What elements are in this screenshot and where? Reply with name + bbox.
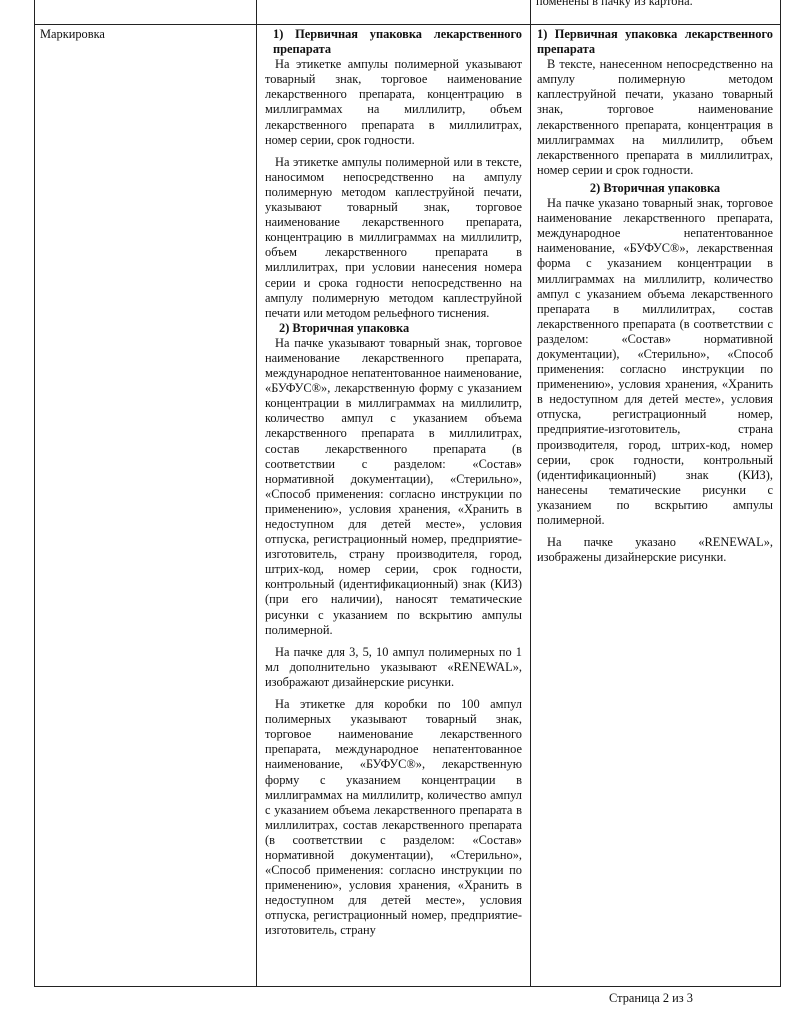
col2-paragraph-2: На этикетке ампулы полимерной или в тексте, наносимом непосредственно на ампулу полимерную методом каплеструйной печати, указывают товарный знак, торговое наименование лекарственного препарата, концентрацию в миллиграммах на миллилитр, объем лекарственного препарата в миллилитрах, при условии нанесения номера серии и срока годности непосредственно на ампулу полимерную методом каплеструйной печати или методом рельефного тиснения.: [265, 154, 522, 320]
col2-paragraph-1: На этикетке ампулы полимерной указывают товарный знак, торговое наименование лекарственного препарата, концентрацию в миллиграммах на миллилитр, объем лекарственного препарата в миллилитрах, номер серии, срок годности.: [265, 57, 522, 147]
col2-cell: [265, 27, 522, 939]
col2-primary-heading: 1) Первичная упаковка лекарственного препарата: [273, 27, 522, 57]
table-divider-2: [530, 0, 531, 987]
table-divider-1: [256, 0, 257, 987]
prev-row-col3: [536, 0, 774, 9]
col3-paragraph-3: На пачке указано «RENEWAL», изображены дизайнерские рисунки.: [537, 535, 773, 565]
row-label-cell: [40, 27, 250, 42]
col2-secondary-heading: 2) Вторичная упаковка: [279, 320, 410, 335]
col3-paragraph-1: В тексте, нанесенном непосредственно на ампулу полимерную методом каплеструйной печати, указано товарный знак, торговое наименование лекарственного препарата, концентрация в миллиграммах на миллилитр, объем лекарственного препарата в миллилитрах, номер серии и срок годности.: [537, 57, 773, 177]
table-border-bottom: [34, 986, 781, 987]
col2-paragraph-3: На пачке указывают товарный знак, торговое наименование лекарственного препарата, международное непатентованное наименование, «БУФУС®», лекарственную форму с указанием концентрации в миллиграммах на миллилитр, количество ампул с указанием объема лекарственного препарата в миллилитрах, состав лекарственного препарата (в соответствии с разделом: «Состав» нормативной документации), «Стерильно», «Способ применения: согласно инструкции по применению», условия хранения, «Хранить в недоступном для детей месте», условия отпуска, регистрационный номер, предприятие-изготовитель, страну производителя, город, штрих-код, номер серии, срок годности, контрольный (идентификационный) знак (КИЗ) (при его наличии), наносят тематические рисунки с указанием по вскрытию ампулы полимерной.: [265, 335, 522, 637]
document-table: [34, 0, 781, 987]
col2-paragraph-5: На этикетке для коробки по 100 ампул полимерных указывают товарный знак, торговое наименование лекарственного препарата, международное непатентованное наименование, «БУФУС®», лекарственную форму с указанием концентрации в миллиграммах на миллилитр, количество ампул с указанием объема лекарственного препарата в миллилитрах, состав лекарственного препарата (в соответствии с разделом: «Состав» нормативной документации), «Стерильно», «Способ применения: согласно инструкции по применению», условия хранения, «Хранить в недоступном для детей месте», условия отпуска, регистрационный номер, предприятие-изготовитель, страну: [265, 697, 522, 938]
table-border-left: [34, 0, 35, 987]
col3-cell: [537, 27, 773, 565]
row-label: Маркировка: [40, 27, 105, 41]
col3-primary-heading: 1) Первичная упаковка лекарственного препарата: [537, 27, 773, 57]
row-separator: [34, 24, 781, 25]
table-border-right: [780, 0, 781, 987]
prev-row-col3-text: поменены в пачку из картона.: [536, 0, 693, 8]
col2-paragraph-4: На пачке для 3, 5, 10 ампул полимерных по 1 мл дополнительно указывают «RENEWAL», изображают дизайнерские рисунки.: [265, 644, 522, 689]
page-number: Страница 2 из 3: [609, 991, 693, 1005]
col3-secondary-heading: 2) Вторичная упаковка: [589, 180, 721, 195]
col3-paragraph-2: На пачке указано товарный знак, торговое наименование лекарственного препарата, международное непатентованное наименование, «БУФУС®», лекарственная форма с указанием концентрации в миллиграммах на миллилитр, количество ампул с указанием объема лекарственного препарата в миллилитрах, состав лекарственного препарата (в соответствии с разделом: «Состав» нормативной документации), «Стерильно», «Способ применения: согласно инструкции по применению», условия хранения, «Хранить в недоступном для детей месте», условия отпуска, регистрационный номер, предприятие-изготовитель, страна производителя, город, штрих-код, номер серии, срок годности, контрольный (идентификационный) знак (КИЗ), нанесены тематические рисунки с указанием по вскрытию ампулы полимерной.: [537, 196, 773, 527]
